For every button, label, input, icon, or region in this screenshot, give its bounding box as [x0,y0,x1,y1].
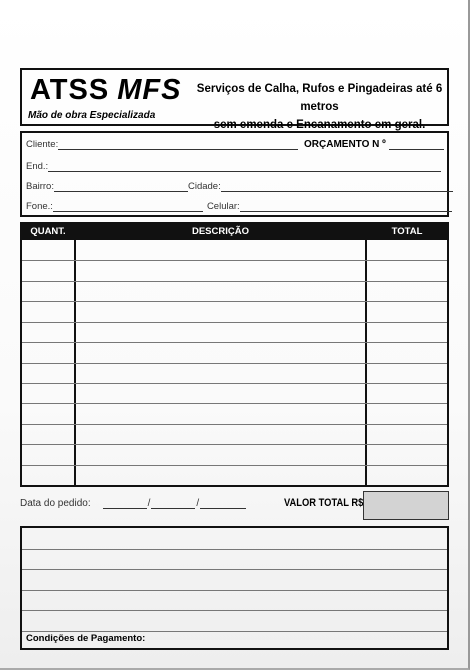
cidade-label: Cidade: [187,181,221,192]
note-line [22,549,447,550]
table-row-line [22,342,447,343]
note-line [22,569,447,570]
order-date-label: Data do pedido: [20,498,91,509]
date-separator: / [196,498,200,509]
note-line [22,590,447,591]
table-row-line [22,383,447,384]
services-line-1: Serviços de Calha, Rufos e Pingadeiras até 6 metros [196,83,443,113]
note-line [22,631,447,632]
fone-celular-row [26,201,452,212]
order-date-row [20,498,246,509]
col-descricao-header: DESCRIÇÃO [191,226,249,237]
table-row-line [22,281,447,282]
col-total-header: TOTAL [391,226,423,237]
client-label: Cliente: [26,139,59,150]
items-table [20,222,449,487]
date-separator: / [147,498,151,509]
address-label: End.: [26,161,49,172]
fone-field[interactable] [53,202,203,212]
client-field[interactable] [58,140,298,150]
column-divider [74,224,76,485]
table-row-line [22,403,447,404]
valor-total-label: VALOR TOTAL R$ [284,497,364,509]
payment-conditions-label: Condições de Pagamento: [26,633,146,644]
celular-field[interactable] [240,202,452,212]
cidade-field[interactable] [221,182,453,192]
address-field[interactable] [48,162,441,172]
services-line-2: sem emenda e Encanamento em geral. [213,119,426,131]
orcamento-number-field[interactable] [389,140,444,150]
celular-label: Celular: [206,201,240,212]
bairro-field[interactable] [54,182,188,192]
table-row-line [22,424,447,425]
fone-label: Fone.: [26,201,53,212]
company-logo [30,74,181,107]
col-quant-header: QUANT. [30,226,66,237]
brand-main: ATSS [30,74,110,106]
company-tagline: Mão de obra Especializada [28,110,156,121]
note-line [22,610,447,611]
table-row-line [22,465,447,466]
column-divider [365,224,367,485]
table-header [22,224,447,240]
orcamento-label: ORÇAMENTO N º [304,139,386,150]
order-date-year-field[interactable] [200,499,246,509]
order-date-day-field[interactable] [103,499,147,509]
table-row-line [22,301,447,302]
table-row-line [22,260,447,261]
bairro-label: Bairro: [26,181,54,192]
bairro-cidade-row [26,181,453,192]
client-info-box [20,131,449,217]
order-date-month-field[interactable] [151,499,195,509]
services-description [192,80,447,134]
valor-total-field[interactable] [363,491,449,520]
address-row [26,161,441,172]
table-row-line [22,322,447,323]
company-header [20,68,449,131]
payment-notes-box [20,526,449,650]
brand-accent: MFS [117,74,182,106]
table-row-line [22,444,447,445]
client-row [26,139,444,150]
table-row-line [22,363,447,364]
